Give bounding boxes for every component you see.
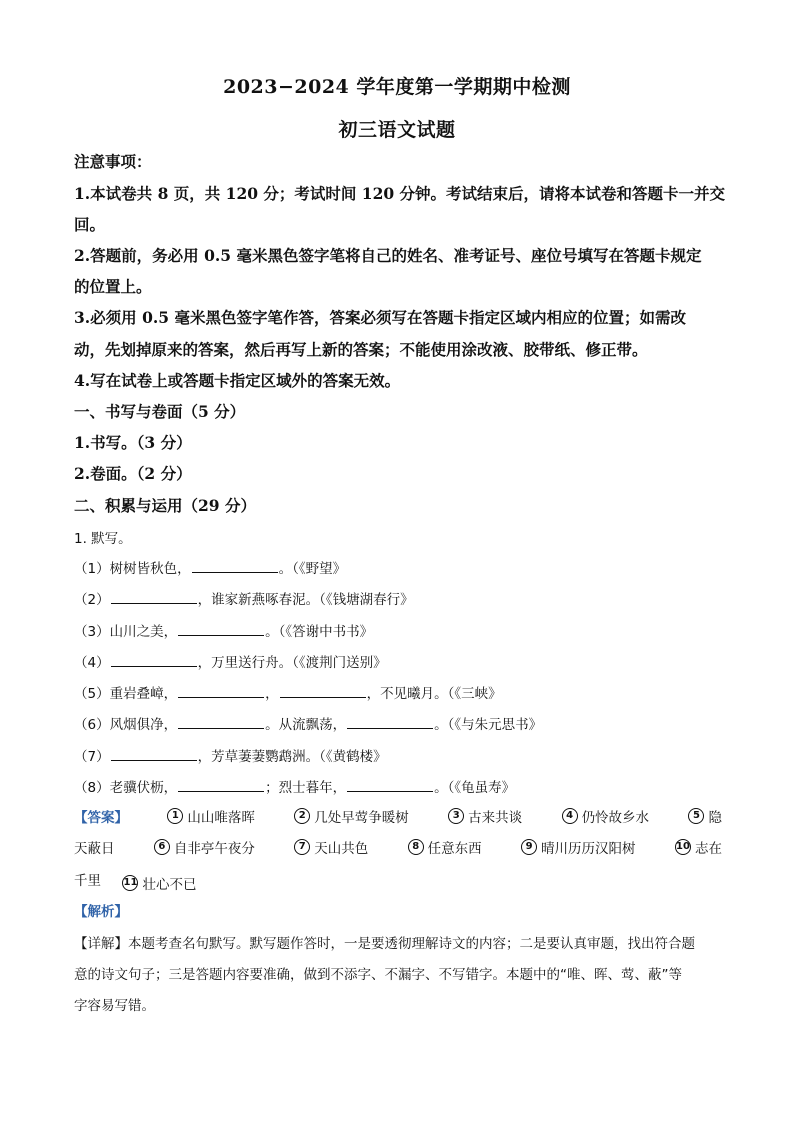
section1-item: 1.书写。（3 分） xyxy=(74,433,192,452)
notice-line: 3.必须用 0.5 毫米黑色签字笔作答，答案必须写在答题卡指定区域内相应的位置；如需改 xyxy=(74,308,686,327)
answer-blank xyxy=(111,602,197,604)
answer-item: 1 山山唯落晖 xyxy=(167,806,255,826)
answer-blank xyxy=(178,634,264,636)
section2-heading: 二、积累与运用（29 分） xyxy=(74,496,256,515)
answer-item: 6 自非亭午夜分 xyxy=(154,837,255,857)
answer-blank xyxy=(347,790,433,792)
answer-blank xyxy=(347,727,433,729)
analysis-line: 意的诗文句子；三是答题内容要准确，做到不添字、不漏字、不写错字。本题中的“唯、晖、莺、蔽”等 xyxy=(74,967,682,983)
notice-line: 1.本试卷共 8 页，共 120 分；考试时间 120 分钟。考试结束后，请将本试卷和答题卡一并交 xyxy=(74,184,726,203)
analysis-line: 【详解】本题考查名句默写。默写题作答时，一是要透彻理解诗文的内容；二是要认真审题，找出符合题 xyxy=(74,936,695,952)
recite-item-4: （4） ，万里送行舟。（《渡荆门送别》 xyxy=(74,655,387,671)
answer-row: 天蔽日 6 自非亭午夜分 7 天山共色 8 任意东西 9 晴川历历汉阳树 10 志在 xyxy=(74,837,722,857)
answer-blank xyxy=(192,571,278,573)
answer-blank xyxy=(280,696,366,698)
answer-item: 2 几处早莺争暖树 xyxy=(294,806,409,826)
answer-item: 8 任意东西 xyxy=(408,837,482,857)
answer-blank xyxy=(111,759,197,761)
answer-item: 3 古来共谈 xyxy=(448,806,522,826)
notice-line: 的位置上。 xyxy=(74,277,152,296)
notice-line: 4.写在试卷上或答题卡指定区域外的答案无效。 xyxy=(74,371,401,390)
answer-item: 7 天山共色 xyxy=(294,837,368,857)
recite-item-7: （7） ，芳草萋萋鹦鹉洲。（《黄鹤楼》 xyxy=(74,749,387,765)
answer-blank xyxy=(178,790,264,792)
answer-label: 【答案】 xyxy=(74,810,128,826)
recite-item-5: （5）重岩叠嶂， ， ，不见曦月。（《三峡》 xyxy=(74,686,502,702)
notice-line: 回。 xyxy=(74,215,106,234)
exam-subtitle: 初三语文试题 xyxy=(338,119,456,141)
answer-item: 9 晴川历历汉阳树 xyxy=(521,837,636,857)
section1-heading: 一、书写与卷面（5 分） xyxy=(74,402,246,421)
analysis-label: 【解析】 xyxy=(74,904,128,920)
question-1: 1. 默写。 xyxy=(74,531,132,547)
answer-item: 5 隐 xyxy=(688,806,722,826)
answer-row xyxy=(74,806,722,826)
recite-item-8: （8）老骥伏枥， ；烈士暮年， 。（《龟虽寿》 xyxy=(74,780,516,796)
notice-line: 2.答题前，务必用 0.5 毫米黑色签字笔将自己的姓名、准考证号、座位号填写在答题卡规定 xyxy=(74,246,702,265)
recite-item-2: （2） ，谁家新燕啄春泥。（《钱塘湖春行》 xyxy=(74,592,414,608)
answer-item: 11 壮心不已 xyxy=(123,877,197,893)
answer-item: 10 志在 xyxy=(675,841,722,857)
recite-item-6: （6）风烟俱净， 。从流飘荡， 。（《与朱元思书》 xyxy=(74,717,543,733)
exam-title: 2023−2024 学年度第一学期期中检测 xyxy=(223,76,571,98)
answer-blank xyxy=(178,696,264,698)
answer-blank xyxy=(111,665,197,667)
analysis-line: 字容易写错。 xyxy=(74,998,155,1014)
notice-heading: 注意事项： xyxy=(74,152,152,171)
answer-blank xyxy=(178,727,264,729)
notice-line: 动，先划掉原来的答案，然后再写上新的答案；不能使用涂改液、胶带纸、修正带。 xyxy=(74,340,648,359)
answer-row: 千里 11 壮心不已 xyxy=(74,873,197,893)
recite-item-3: （3）山川之美， 。（《答谢中书书》 xyxy=(74,624,374,640)
section1-item: 2.卷面。（2 分） xyxy=(74,464,192,483)
recite-item-1: （1）树树皆秋色， 。（《野望》 xyxy=(74,561,347,577)
answer-item: 4 仍怜故乡水 xyxy=(562,806,650,826)
